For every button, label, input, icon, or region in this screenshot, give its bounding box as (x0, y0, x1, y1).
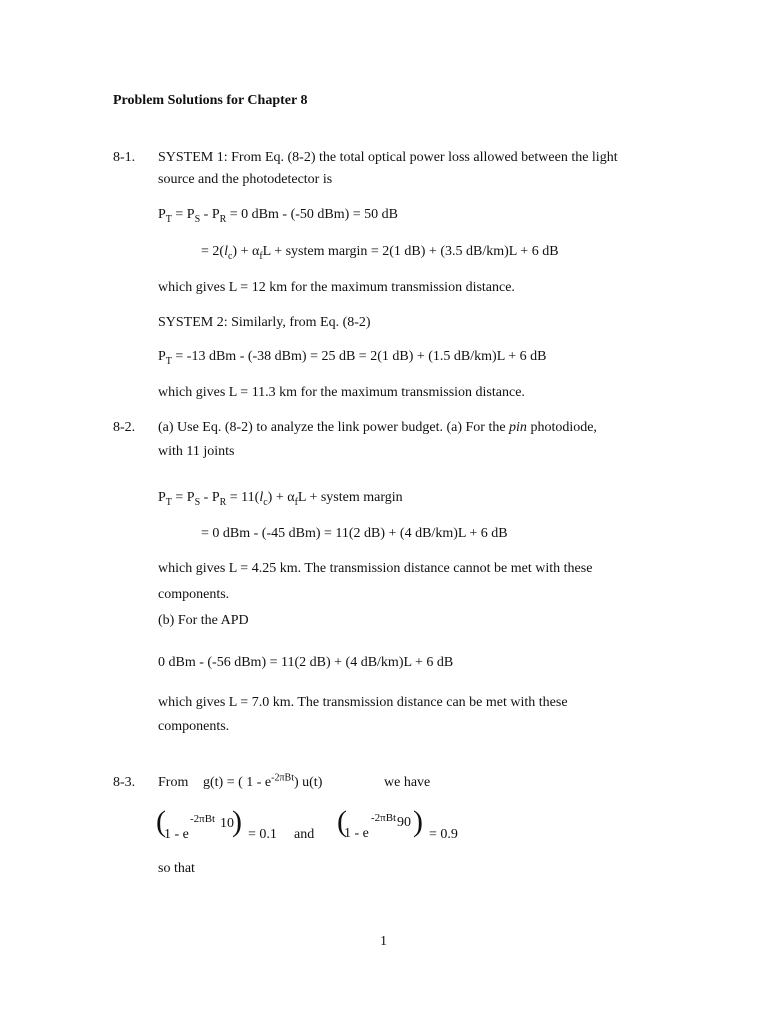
problem-8-2-equation-1: $P_T = P_S - P_R = 11(l_c) + \alpha_fL$ + system margin (158, 490, 403, 508)
problem-8-2-equation-2: = 0 dBm - (-45 dBm) = 11(2 dB) + (4 dB/km)L + 6 dB (201, 526, 508, 541)
problem-8-1-equation-2: = $2(l_c) + \alpha_fL$ + system margin = 2(1 dB) + (3.5 dB/km)L + 6 dB (201, 244, 559, 262)
problem-8-3-so-that: so that (158, 861, 195, 876)
left-paren: ( (337, 805, 347, 838)
problem-8-3-value-10: = 0.1 (248, 827, 277, 842)
problem-8-2-result-1b: components. (158, 587, 230, 602)
problem-8-2-result-2a: which gives L = 7.0 km. The transmission distance can be met with these (158, 695, 568, 710)
problem-8-1-result-1: which gives L = 12 km for the maximum transmission distance. (158, 280, 515, 295)
problem-number-8-1: 8-1. (113, 150, 136, 165)
problem-8-1-equation-1: $P_T = P_S - P_R = 0$ dBm - (-50 dBm) = 50 dB (158, 207, 399, 225)
problem-8-1-system-2: SYSTEM 2: Similarly, from Eq. (8-2) (158, 315, 371, 330)
problem-8-2-intro-line1: (a) Use Eq. (8-2) to analyze the link power budget. (a) For the pin photodiode, (158, 420, 597, 435)
problem-8-2-result-1a: which gives L = 4.25 km. The transmission distance cannot be met with these (158, 561, 593, 576)
document-title: Problem Solutions for Chapter 8 (113, 93, 308, 108)
right-paren: ) (413, 805, 423, 838)
problem-8-3-from: From (158, 775, 189, 790)
problem-number-8-2: 8-2. (113, 420, 136, 435)
problem-8-3-and: and (294, 827, 315, 842)
problem-8-3-value-90: = 0.9 (429, 827, 458, 842)
problem-8-2-part-b-heading: (b) For the APD (158, 613, 249, 628)
problem-8-1-equation-3: $P_T = -13$ dBm - (-38 dBm) = 25 dB = 2(1 dB) + (1.5 dB/km)L + 6 dB (158, 349, 547, 367)
problem-8-3-we-have: we have (384, 775, 431, 790)
problem-8-2-intro-line2: with 11 joints (158, 444, 235, 459)
problem-8-1-intro-line1: SYSTEM 1: From Eq. (8-2) the total optical power loss allowed between the light (158, 150, 618, 165)
problem-8-3-expression-90: ( -2πBt 90 1 - e ) (337, 805, 423, 841)
right-paren: ) (232, 805, 242, 838)
left-paren: ( (156, 805, 166, 838)
page-number: 1 (380, 934, 387, 949)
problem-8-3-function: g(t) = ( $1 - e^{-2\pi Bt}$) u(t) (203, 772, 323, 790)
problem-8-3-expression-10: ( -2πBt 10 1 - e ) (156, 805, 242, 842)
problem-number-8-3: 8-3. (113, 775, 136, 790)
problem-8-1-result-2: which gives L = 11.3 km for the maximum transmission distance. (158, 385, 525, 400)
problem-8-2-result-2b: components. (158, 719, 230, 734)
problem-8-2-equation-3: 0 dBm - (-56 dBm) = 11(2 dB) + (4 dB/km)L + 6 dB (158, 655, 454, 670)
problem-8-1-intro-line2: source and the photodetector is (158, 172, 333, 187)
